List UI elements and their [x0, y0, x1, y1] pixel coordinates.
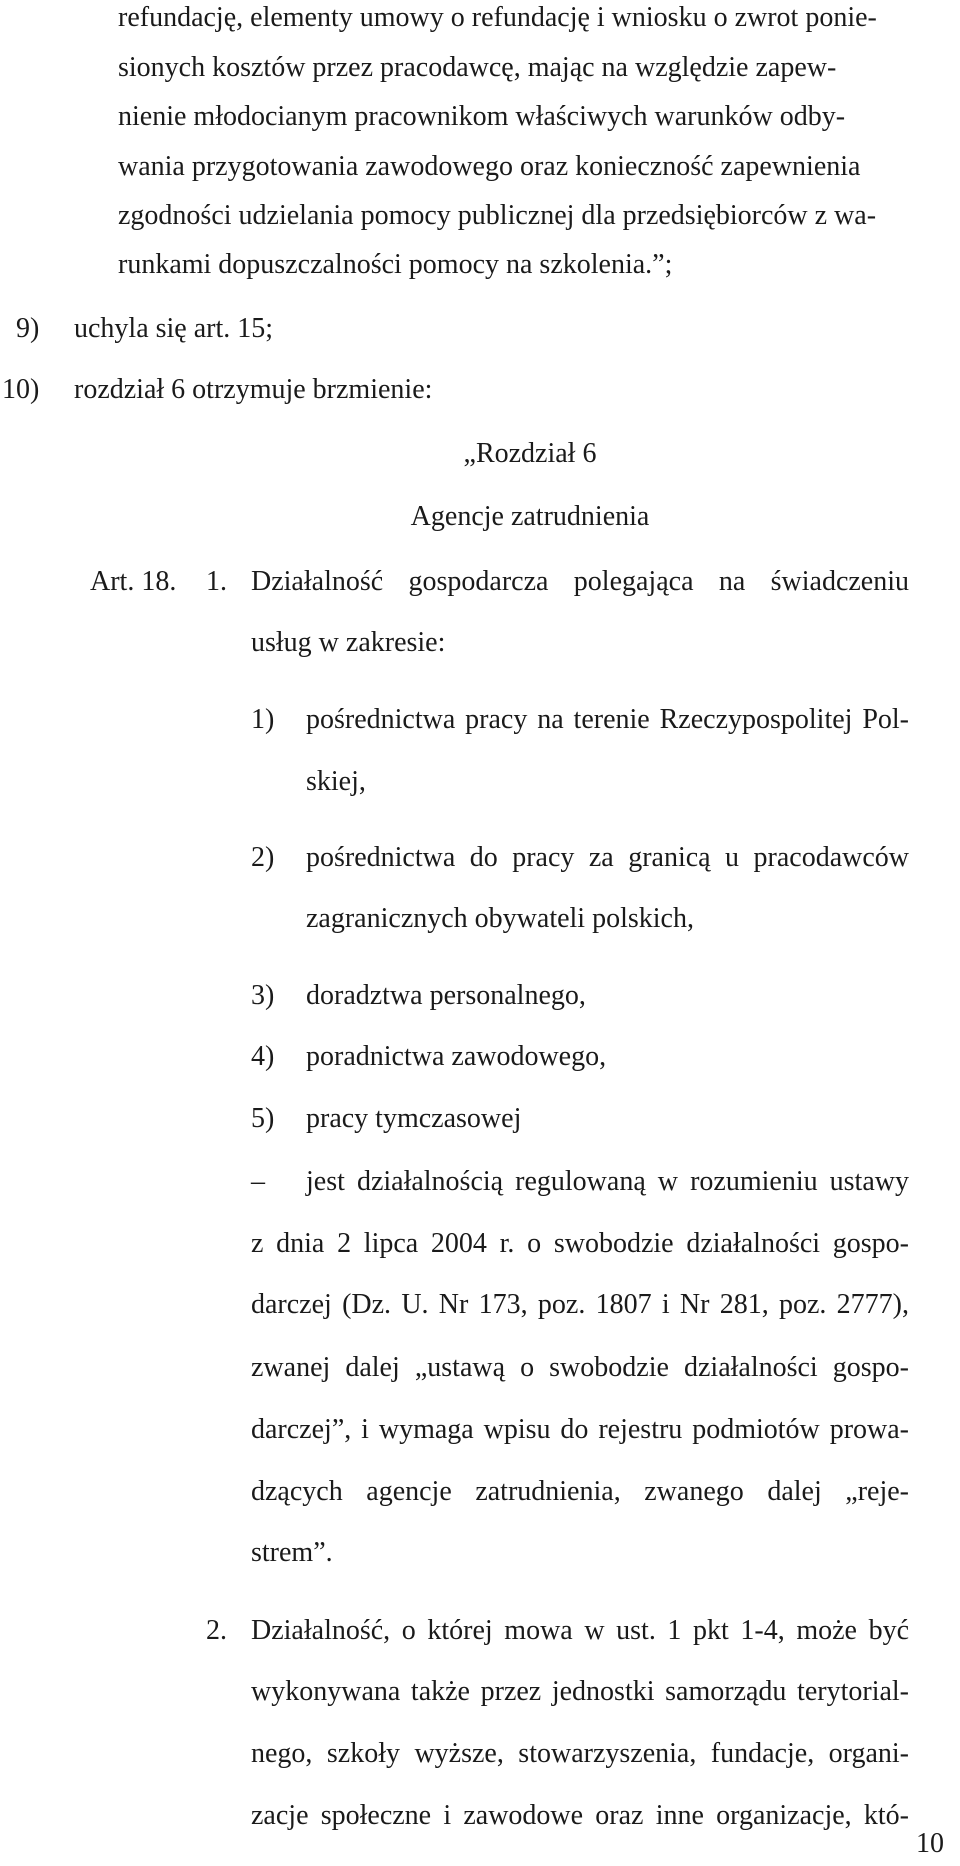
closing-line: z dnia 2 lipca 2004 r. o swobodzie działalności gospo- [251, 1227, 909, 1259]
intro-line: nienie młodocianym pracownikom właściwych warunków odby- [118, 101, 846, 133]
paragraph-line: wykonywana także przez jednostki samorządu terytorial- [251, 1676, 909, 1708]
article-label: Art. 18. [90, 565, 177, 597]
paragraph-number: 2. [206, 1614, 227, 1646]
point-line: pośrednictwa pracy na terenie Rzeczypospolitej Pol- [306, 703, 909, 735]
item-number: 9) [16, 312, 40, 344]
closing-line: zwanej dalej „ustawą o swobodzie działalności gospo- [251, 1352, 909, 1384]
paragraph-line: usług w zakresie: [251, 627, 446, 659]
item-number: 10) [2, 373, 40, 405]
page-number: 10 [916, 1828, 944, 1859]
point-line: doradztwa personalnego, [306, 979, 586, 1011]
intro-line: zgodności udzielania pomocy publicznej dla przedsiębiorców z wa- [118, 199, 877, 231]
item-text: rozdział 6 otrzymuje brzmienie: [74, 373, 433, 405]
point-line: skiej, [306, 766, 366, 798]
intro-line: refundację, elementy umowy o refundację i wniosku o zwrot ponie- [118, 2, 877, 33]
point-line: zagranicznych obywateli polskich, [306, 903, 694, 935]
paragraph-number: 1. [206, 565, 227, 597]
closing-line: strem”. [251, 1537, 333, 1569]
closing-line: darczej”, i wymaga wpisu do rejestru podmiotów prowa- [251, 1413, 909, 1445]
point-line: pracy tymczasowej [306, 1103, 522, 1135]
closing-line: darczej (Dz. U. Nr 173, poz. 1807 i Nr 281, poz. 2777), [251, 1289, 909, 1321]
point-number: 2) [251, 841, 275, 873]
closing-line: jest działalnością regulowaną w rozumieniu ustawy [306, 1165, 909, 1197]
paragraph-line: Działalność, o której mowa w ust. 1 pkt 1-4, może być [251, 1614, 909, 1646]
intro-line: runkami dopuszczalności pomocy na szkolenia.”; [118, 249, 673, 281]
paragraph-line: zacje społeczne i zawodowe oraz inne organizacje, któ- [251, 1800, 909, 1832]
closing-line: dzących agencje zatrudnienia, zwanego dalej „reje- [251, 1475, 909, 1507]
point-number: 4) [251, 1041, 275, 1073]
point-number: 1) [251, 703, 275, 735]
chapter-title: „Rozdział 6 [463, 438, 597, 470]
item-text: uchyla się art. 15; [74, 312, 274, 344]
intro-line: wania przygotowania zawodowego oraz konieczność zapewnienia [118, 150, 861, 182]
paragraph-line: Działalność gospodarcza polegająca na świadczeniu [251, 565, 909, 597]
dash: – [251, 1165, 265, 1197]
point-line: poradnictwa zawodowego, [306, 1041, 607, 1073]
intro-line: sionych kosztów przez pracodawcę, mając na względzie zapew- [118, 52, 837, 84]
paragraph-line: nego, szkoły wyższe, stowarzyszenia, fundacje, organi- [251, 1738, 909, 1770]
chapter-subtitle: Agencje zatrudnienia [410, 500, 650, 532]
point-line: pośrednictwa do pracy za granicą u pracodawców [306, 841, 909, 873]
point-number: 5) [251, 1103, 275, 1135]
point-number: 3) [251, 979, 275, 1011]
